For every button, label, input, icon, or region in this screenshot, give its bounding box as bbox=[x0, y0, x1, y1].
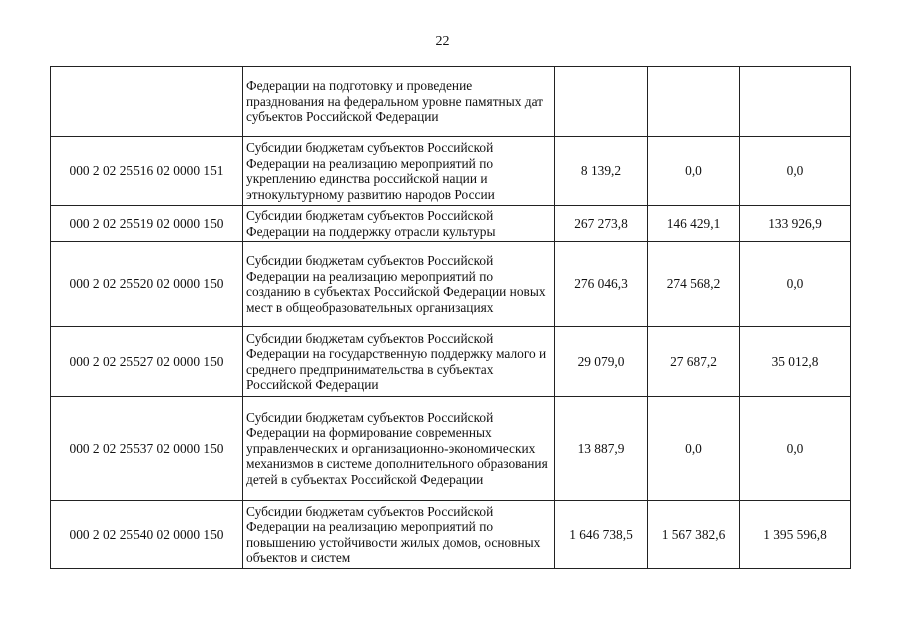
budget-code-cell: 000 2 02 25520 02 0000 150 bbox=[51, 242, 243, 327]
value-2019-cell: 1 646 738,5 bbox=[555, 501, 648, 569]
budget-code-cell: 000 2 02 25540 02 0000 150 bbox=[51, 501, 243, 569]
budget-code-cell: 000 2 02 25527 02 0000 150 bbox=[51, 327, 243, 397]
value-2021-cell: 0,0 bbox=[740, 137, 851, 206]
description-cell: Субсидии бюджетам субъектов Российской Федерации на реализацию мероприятий по укреплению единства российской нации и этнокультурному развитию народов России bbox=[243, 137, 555, 206]
budget-code-cell: 000 2 02 25519 02 0000 150 bbox=[51, 206, 243, 242]
table-row bbox=[51, 327, 851, 397]
table-row bbox=[51, 501, 851, 569]
value-2021-cell: 133 926,9 bbox=[740, 206, 851, 242]
value-2020-cell: 1 567 382,6 bbox=[648, 501, 740, 569]
description-cell: Субсидии бюджетам субъектов Российской Федерации на государственную поддержку малого и среднего предпринимательства в субъектах Российской Федерации bbox=[243, 327, 555, 397]
value-2019-cell: 29 079,0 bbox=[555, 327, 648, 397]
value-2021-cell: 0,0 bbox=[740, 242, 851, 327]
value-2019-cell: 13 887,9 bbox=[555, 397, 648, 501]
table-row bbox=[51, 67, 851, 137]
table-row bbox=[51, 137, 851, 206]
value-2020-cell: 27 687,2 bbox=[648, 327, 740, 397]
value-2021-cell: 35 012,8 bbox=[740, 327, 851, 397]
value-2020-cell: 274 568,2 bbox=[648, 242, 740, 327]
value-2021-cell bbox=[740, 67, 851, 137]
budget-code-cell bbox=[51, 67, 243, 137]
description-cell: Субсидии бюджетам субъектов Российской Федерации на реализацию мероприятий по созданию в субъектах Российской Федерации новых мест в общеобразовательных организациях bbox=[243, 242, 555, 327]
table-row bbox=[51, 206, 851, 242]
page-number: 22 bbox=[435, 34, 450, 49]
value-2019-cell: 267 273,8 bbox=[555, 206, 648, 242]
budget-code-cell: 000 2 02 25537 02 0000 150 bbox=[51, 397, 243, 501]
value-2021-cell: 1 395 596,8 bbox=[740, 501, 851, 569]
value-2019-cell: 8 139,2 bbox=[555, 137, 648, 206]
description-cell: Субсидии бюджетам субъектов Российской Федерации на реализацию мероприятий по повышению устойчивости жилых домов, основных объектов и систем bbox=[243, 501, 555, 569]
value-2019-cell: 276 046,3 bbox=[555, 242, 648, 327]
table-row bbox=[51, 242, 851, 327]
value-2020-cell: 146 429,1 bbox=[648, 206, 740, 242]
value-2021-cell: 0,0 bbox=[740, 397, 851, 501]
budget-code-cell: 000 2 02 25516 02 0000 151 bbox=[51, 137, 243, 206]
value-2020-cell: 0,0 bbox=[648, 397, 740, 501]
table-row bbox=[51, 397, 851, 501]
budget-table bbox=[50, 66, 851, 569]
value-2019-cell bbox=[555, 67, 648, 137]
value-2020-cell bbox=[648, 67, 740, 137]
value-2020-cell: 0,0 bbox=[648, 137, 740, 206]
description-cell: Субсидии бюджетам субъектов Российской Федерации на поддержку отрасли культуры bbox=[243, 206, 555, 242]
description-cell: Субсидии бюджетам субъектов Российской Федерации на формирование современных управленческих и организационно-экономических механизмов в системе дополнительного образования детей в субъектах Российской Федерации bbox=[243, 397, 555, 501]
description-cell: Федерации на подготовку и проведение празднования на федеральном уровне памятных дат субъектов Российской Федерации bbox=[243, 67, 555, 137]
